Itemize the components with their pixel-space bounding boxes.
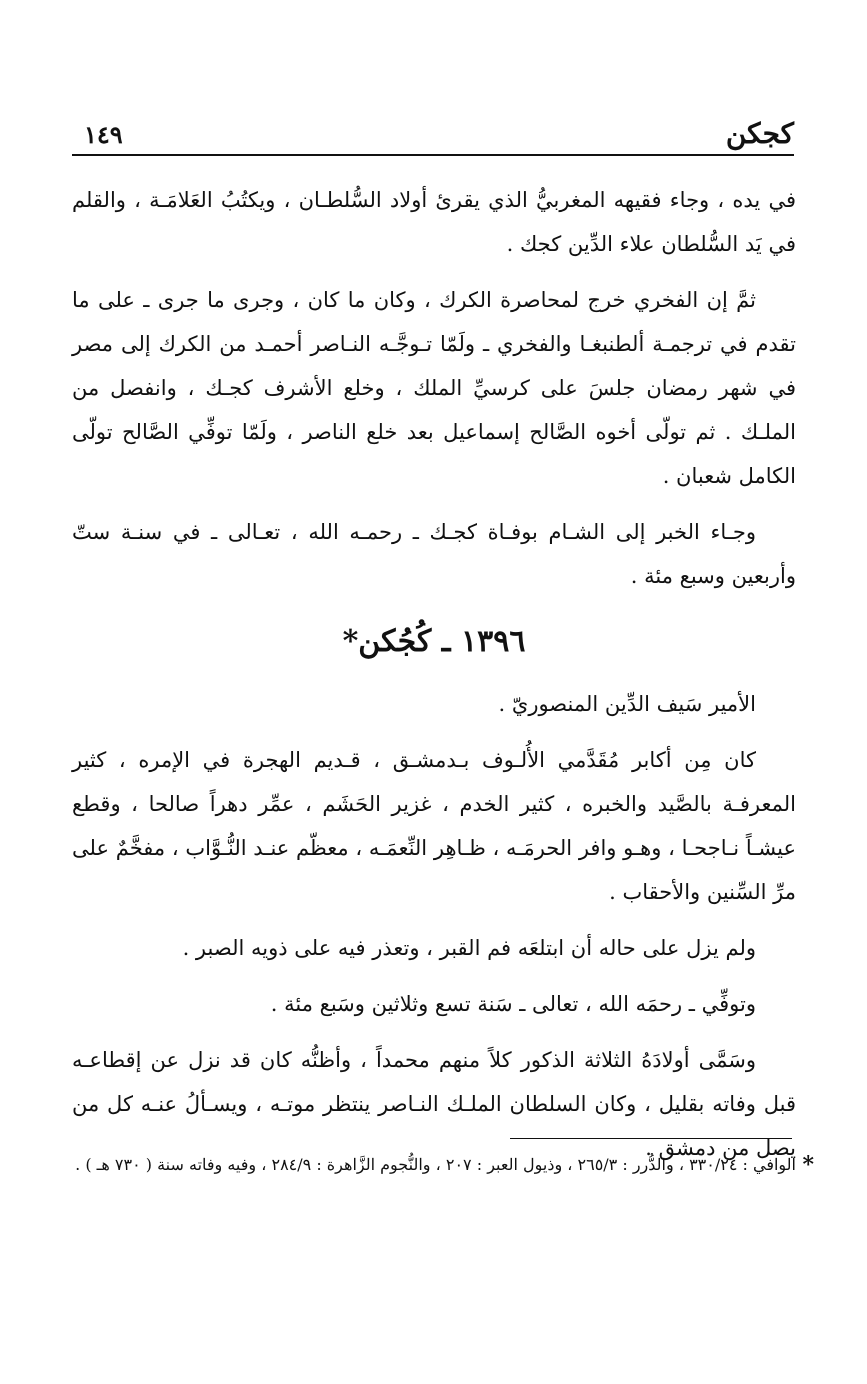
paragraph: ثمَّ إن الفخري خرج لمحاصرة الكرك ، وكان ما كان ، وجرى ما جرى ـ على ما تقدم في ترجمـة ألطنبغـا والفخري ـ ولَمّا تـوجَّـه النـاصر أحمـد من الكرك إلى مصر في شهر رمضان جلسَ على كرسيِّ الملك ، وخلع الأشرف كجـك ، وانفصل من الملـك . ثم تولّى أخوه الصَّالح إسماعيل بعد خلع الناصر ، ولَمّا توفِّي الصَّالح تولّى الكامل شعبان . (72, 288, 796, 488)
entry-heading: ١٣٩٦ ـ كُجُكن* (342, 624, 526, 659)
page-header (72, 118, 794, 156)
paragraph: ولم يزل على حاله أن ابتلعَه فم القبر ، وتعذر فيه على ذويه الصبر . (182, 936, 756, 960)
paragraph: في يده ، وجاء فقيهه المغربيُّ الذي يقرئ أولاد السُّلطـان ، ويكتُبُ العَلامَـة ، والقلم في يَد السُّلطان علاء الدِّين كجك . (72, 188, 796, 256)
running-title: كجكن (725, 117, 794, 150)
paragraph: كان مِن أكابر مُقَدَّمي الأُلـوف بـدمشـق ، قـديم الهجرة في الإمره ، كثير المعرفـة بالصَّيد والخبره ، كثير الخدم ، غزير الحَشَم ، عمِّر دهراً صالحا ، وقطع عيشـاً نـاجحـا ، وهـو وافر الحرمَـه ، ظـاهِر النِّعمَـه ، معظّم عنـد النُّـوَّاب ، مفخَّمٌ على مرِّ السِّنين والأحقاب . (72, 748, 796, 904)
footnote (72, 1148, 814, 1182)
footnote-text: الوافي : ٣٣٠/٢٤ ، والدُّرر : ٢٦٥/٣ ، وذيول العبر : ٢٠٧ ، والنُّجوم الزَّاهرة : ٢٨٤/٩ ، وفيه وفاته سنة ( ٧٣٠ هـ ) . (75, 1155, 796, 1174)
paragraph: الأمير سَيف الدِّين المنصوريّ . (498, 692, 756, 716)
page-number: ١٤٩ (84, 120, 123, 149)
footnote-mark: * (802, 1152, 814, 1178)
paragraph: وسَمَّى أولادَهُ الثلاثة الذكور كلاً منهم محمداً ، وأظنُّه كان قد نزل عن إقطاعـه قبل وفاته بقليل ، وكان السلطان الملـك النـاصر ينتظر موتـه ، ويسـألُ عنـه كل من يصل من دمشق . (72, 1048, 796, 1160)
paragraph: وتوفِّي ـ رحمَه الله ، تعالى ـ سَنة تسع وثلاثين وسَبع مئة . (270, 992, 756, 1016)
paragraph: وجـاء الخبر إلى الشـام بوفـاة كجـك ـ رحمـه الله ، تعـالى ـ في سنـة ستّ وأربعين وسبع مئة . (72, 520, 796, 588)
footnote-divider (510, 1138, 792, 1139)
main-text (72, 178, 796, 1182)
